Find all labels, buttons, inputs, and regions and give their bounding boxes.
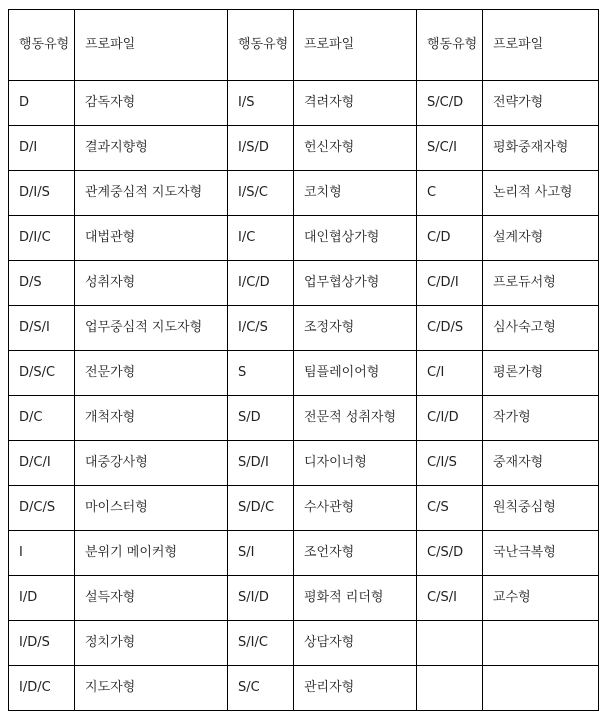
profile-cell: 중재자형	[483, 441, 599, 486]
behavior-type-cell	[417, 666, 483, 711]
profile-cell: 조정자형	[294, 306, 417, 351]
table-row	[9, 531, 599, 576]
header-cell-profile: 프로파일	[294, 10, 417, 81]
profile-cell: 전문가형	[75, 351, 228, 396]
behavior-type-cell: I/C/S	[228, 306, 294, 351]
profile-cell: 디자이너형	[294, 441, 417, 486]
profile-cell: 평화중재자형	[483, 126, 599, 171]
behavior-type-cell: D/C/I	[9, 441, 75, 486]
profile-cell: 팀플레이어형	[294, 351, 417, 396]
behavior-type-cell: C	[417, 171, 483, 216]
profile-cell: 업무중심적 지도자형	[75, 306, 228, 351]
behavior-type-cell: I/C/D	[228, 261, 294, 306]
profile-cell	[483, 666, 599, 711]
profile-cell: 설계자형	[483, 216, 599, 261]
profile-cell: 작가형	[483, 396, 599, 441]
behavior-type-cell: I/S	[228, 81, 294, 126]
table-row	[9, 261, 599, 306]
profile-cell: 관계중심적 지도자형	[75, 171, 228, 216]
header-cell-behavior-type: 행동유형	[228, 10, 294, 81]
profile-cell: 분위기 메이커형	[75, 531, 228, 576]
profile-cell: 조언자형	[294, 531, 417, 576]
behavior-type-cell: C/D/I	[417, 261, 483, 306]
profile-cell: 대인협상가형	[294, 216, 417, 261]
table-header-row	[9, 10, 599, 81]
profile-cell: 성취자형	[75, 261, 228, 306]
behavior-profile-table	[8, 9, 599, 711]
table-container	[8, 9, 599, 711]
behavior-type-cell: D/S/C	[9, 351, 75, 396]
profile-cell: 헌신자형	[294, 126, 417, 171]
profile-cell: 설득자형	[75, 576, 228, 621]
profile-cell: 원칙중심형	[483, 486, 599, 531]
behavior-type-cell: S/C/D	[417, 81, 483, 126]
behavior-type-cell: D/C/S	[9, 486, 75, 531]
profile-cell: 업무협상가형	[294, 261, 417, 306]
behavior-type-cell: I/S/C	[228, 171, 294, 216]
table-row	[9, 441, 599, 486]
behavior-type-cell: C/I/S	[417, 441, 483, 486]
table-row	[9, 621, 599, 666]
profile-cell: 지도자형	[75, 666, 228, 711]
behavior-type-cell: D/I/C	[9, 216, 75, 261]
profile-cell: 프로듀서형	[483, 261, 599, 306]
behavior-type-cell: C/S	[417, 486, 483, 531]
behavior-type-cell: C/D	[417, 216, 483, 261]
behavior-type-cell: D/C	[9, 396, 75, 441]
behavior-type-cell: C/I	[417, 351, 483, 396]
behavior-type-cell: I/D/C	[9, 666, 75, 711]
behavior-type-cell: D	[9, 81, 75, 126]
behavior-type-cell: I	[9, 531, 75, 576]
header-cell-profile: 프로파일	[483, 10, 599, 81]
header-cell-behavior-type: 행동유형	[9, 10, 75, 81]
behavior-type-cell: S/I/C	[228, 621, 294, 666]
profile-cell: 결과지향형	[75, 126, 228, 171]
behavior-type-cell	[417, 621, 483, 666]
profile-cell: 평론가형	[483, 351, 599, 396]
table-row	[9, 171, 599, 216]
behavior-type-cell: S/D/C	[228, 486, 294, 531]
profile-cell: 수사관형	[294, 486, 417, 531]
behavior-type-cell: S/C	[228, 666, 294, 711]
table-row	[9, 126, 599, 171]
header-cell-behavior-type: 행동유형	[417, 10, 483, 81]
profile-cell: 코치형	[294, 171, 417, 216]
profile-cell: 대법관형	[75, 216, 228, 261]
table-row	[9, 576, 599, 621]
behavior-type-cell: C/D/S	[417, 306, 483, 351]
table-row	[9, 216, 599, 261]
behavior-type-cell: S/C/I	[417, 126, 483, 171]
header-cell-profile: 프로파일	[75, 10, 228, 81]
profile-cell: 마이스터형	[75, 486, 228, 531]
behavior-type-cell: S	[228, 351, 294, 396]
table-row	[9, 81, 599, 126]
behavior-type-cell: I/D/S	[9, 621, 75, 666]
table-row	[9, 486, 599, 531]
behavior-type-cell: I/C	[228, 216, 294, 261]
profile-cell: 정치가형	[75, 621, 228, 666]
behavior-type-cell: I/D	[9, 576, 75, 621]
profile-cell	[483, 621, 599, 666]
behavior-type-cell: D/I	[9, 126, 75, 171]
behavior-type-cell: D/S/I	[9, 306, 75, 351]
table-row	[9, 396, 599, 441]
table-row	[9, 666, 599, 711]
behavior-type-cell: C/I/D	[417, 396, 483, 441]
profile-cell: 국난극복형	[483, 531, 599, 576]
profile-cell: 교수형	[483, 576, 599, 621]
profile-cell: 격려자형	[294, 81, 417, 126]
profile-cell: 논리적 사고형	[483, 171, 599, 216]
profile-cell: 심사숙고형	[483, 306, 599, 351]
profile-cell: 대중강사형	[75, 441, 228, 486]
behavior-type-cell: S/I	[228, 531, 294, 576]
behavior-type-cell: D/I/S	[9, 171, 75, 216]
behavior-type-cell: S/I/D	[228, 576, 294, 621]
profile-cell: 감독자형	[75, 81, 228, 126]
behavior-type-cell: S/D	[228, 396, 294, 441]
behavior-type-cell: D/S	[9, 261, 75, 306]
profile-cell: 관리자형	[294, 666, 417, 711]
behavior-type-cell: C/S/I	[417, 576, 483, 621]
behavior-type-cell: I/S/D	[228, 126, 294, 171]
behavior-type-cell: S/D/I	[228, 441, 294, 486]
profile-cell: 전문적 성취자형	[294, 396, 417, 441]
profile-cell: 상담자형	[294, 621, 417, 666]
table-row	[9, 351, 599, 396]
profile-cell: 평화적 리더형	[294, 576, 417, 621]
table-row	[9, 306, 599, 351]
profile-cell: 개척자형	[75, 396, 228, 441]
profile-cell: 전략가형	[483, 81, 599, 126]
behavior-type-cell: C/S/D	[417, 531, 483, 576]
